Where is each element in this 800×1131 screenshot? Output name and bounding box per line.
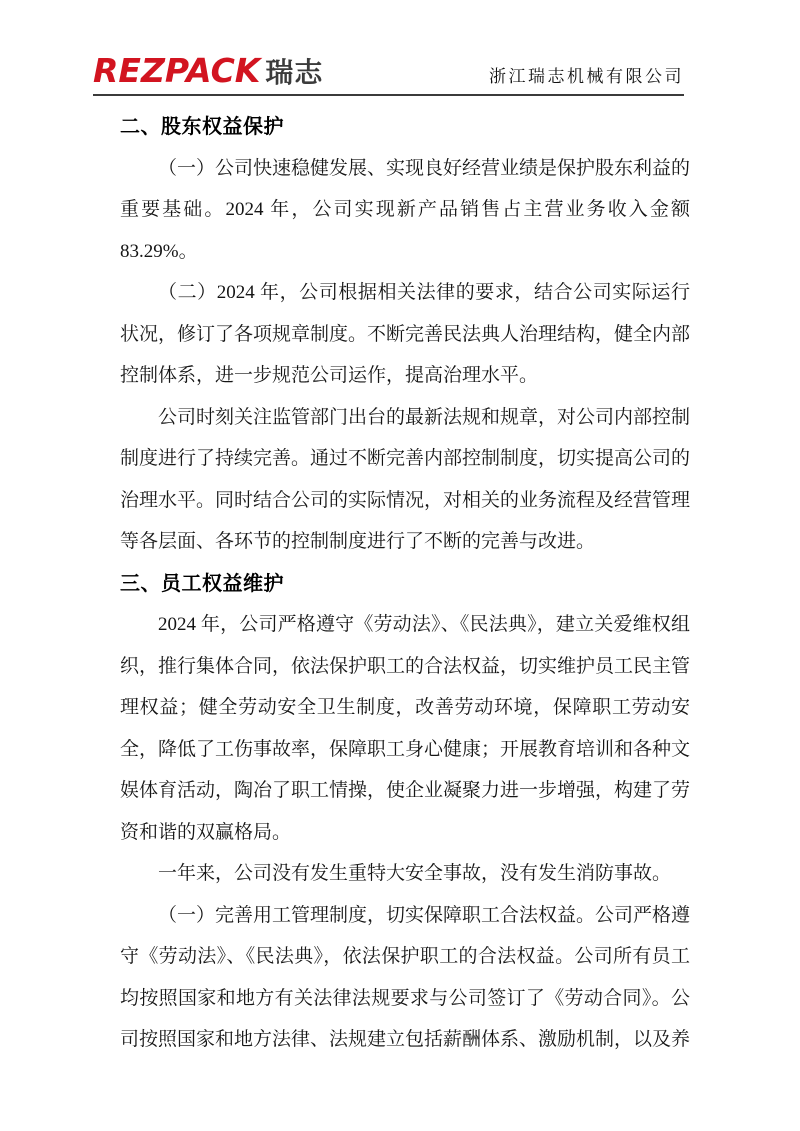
- company-name: 浙江瑞志机械有限公司: [489, 67, 684, 86]
- company-logo: [93, 51, 324, 90]
- section-heading: 三、员工权益维护: [120, 570, 284, 595]
- logo-chinese-text: 瑞志: [265, 56, 324, 89]
- body-paragraph: 公司时刻关注监管部门出台的最新法规和规章，对公司内部控制制度进行了持续完善。通过不断完善内部控制制度，切实提高公司的治理水平。同时结合公司的实际情况，对相关的业务流程及经营管理等各层面、各环节的控制制度进行了不断的完善与改进。: [120, 406, 691, 552]
- document-body: [120, 106, 690, 1061]
- body-paragraph: 2024 年，公司严格遵守《劳动法》、《民法典》，建立关爱维权组织，推行集体合同，依法保护职工的合法权益，切实维护员工民主管理权益；健全劳动安全卫生制度，改善劳动环境，保障职工劳动安全，降低了工伤事故率，保障职工身心健康；开展教育培训和各种文娱体育活动，陶冶了职工情操，使企业凝聚力进一步增强，构建了劳资和谐的双赢格局。: [120, 614, 691, 843]
- body-paragraph: （二）2024 年，公司根据相关法律的要求，结合公司实际运行状况，修订了各项规章制度。不断完善民法典人治理结构，健全内部控制体系，进一步规范公司运作，提高治理水平。: [120, 282, 691, 386]
- section-heading: 二、股东权益保护: [120, 114, 284, 138]
- body-paragraph: 一年来，公司没有发生重特大安全事故，没有发生消防事故。: [158, 863, 672, 884]
- body-paragraph: （一）公司快速稳健发展、实现良好经营业绩是保护股东利益的重要基础。2024 年，公司实现新产品销售占主营业务收入金额 83.29%。: [120, 157, 691, 262]
- body-paragraph: （一）完善用工管理制度，切实保障职工合法权益。公司严格遵守《劳动法》、《民法典》，依法保护职工的合法权益。公司所有员工均按照国家和地方有关法律法规要求与公司签订了《劳动合同》。公司按照国家和地方法律、法规建立包括薪酬体系、激励机制，以及养: [120, 904, 691, 1050]
- page-header: [93, 51, 684, 96]
- logo-latin-text: REZPACK: [93, 51, 261, 90]
